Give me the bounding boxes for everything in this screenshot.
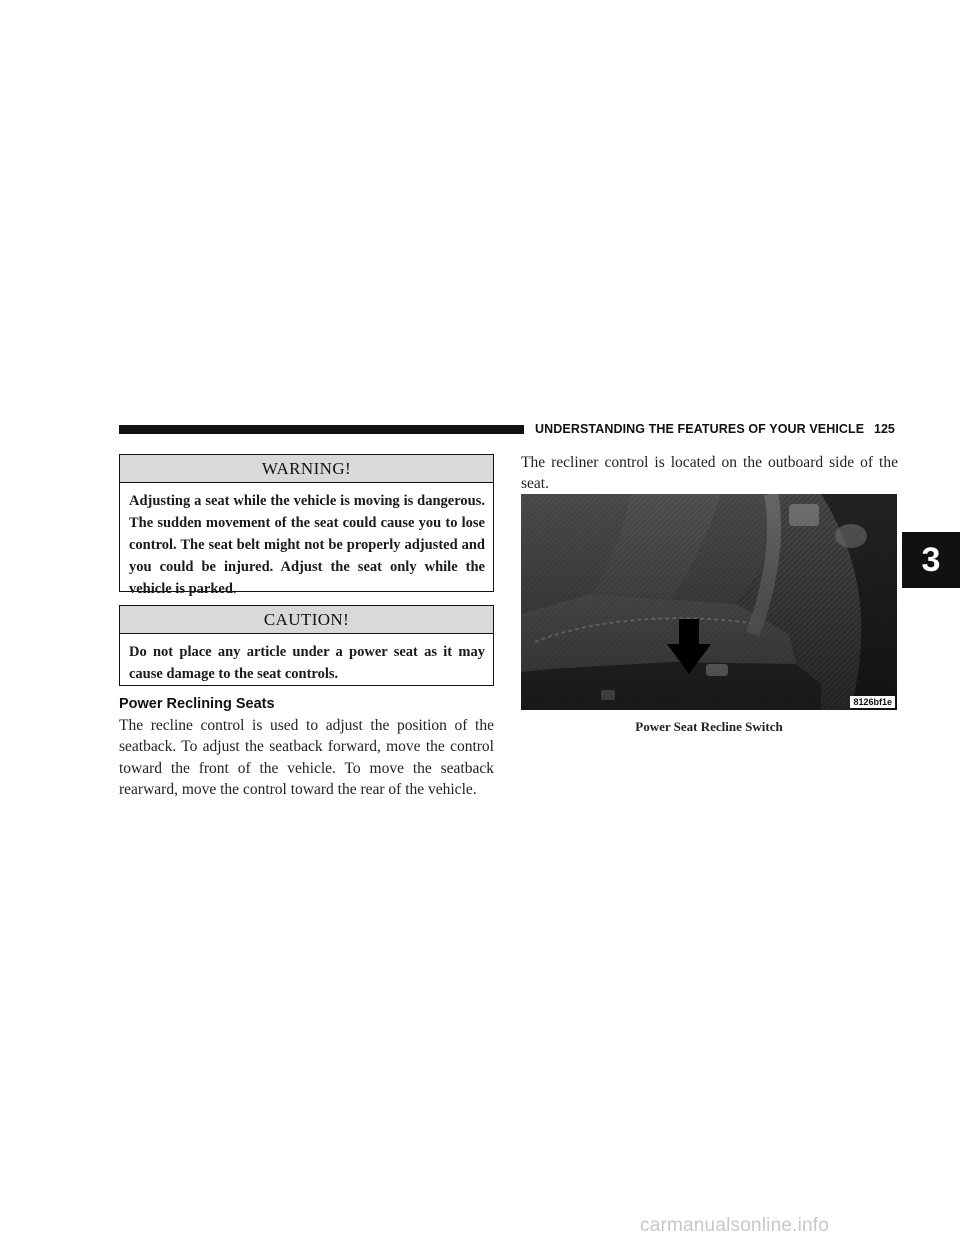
page-number: 125 [874,422,895,436]
recliner-location-paragraph: The recliner control is located on the outboard side of the seat. [521,454,898,493]
running-header-title: UNDERSTANDING THE FEATURES OF YOUR VEHICLE [535,422,865,436]
caution-box [119,605,494,686]
header-rule [119,425,524,434]
figure-code: 8126bf1e [850,696,895,708]
section-heading: Power Reclining Seats [119,696,275,712]
caution-heading: CAUTION! [120,606,493,634]
caution-text: Do not place any article under a power seat as it may cause damage to the seat controls. [129,644,485,682]
chapter-tab: 3 [902,532,960,588]
seat-illustration [521,494,897,710]
warning-heading: WARNING! [120,455,493,483]
warning-text: Adjusting a seat while the vehicle is moving is dangerous. The sudden movement of the seat could cause you to lose control. The seat belt might not be properly adjusted and you could be injured. Adjust the seat only while the vehicle is parked. [129,493,485,597]
warning-box [119,454,494,597]
watermark: carmanualsonline.info [640,1215,830,1236]
section-paragraph: The recline control is used to adjust the position of the seatback. To adjust the seatback forward, move the control toward the front of the vehicle. To move the seatback rearward, move the control toward the rear of the vehicle. [119,717,494,799]
seat-recline-switch-photo [521,494,897,710]
figure-caption: Power Seat Recline Switch [635,719,783,734]
